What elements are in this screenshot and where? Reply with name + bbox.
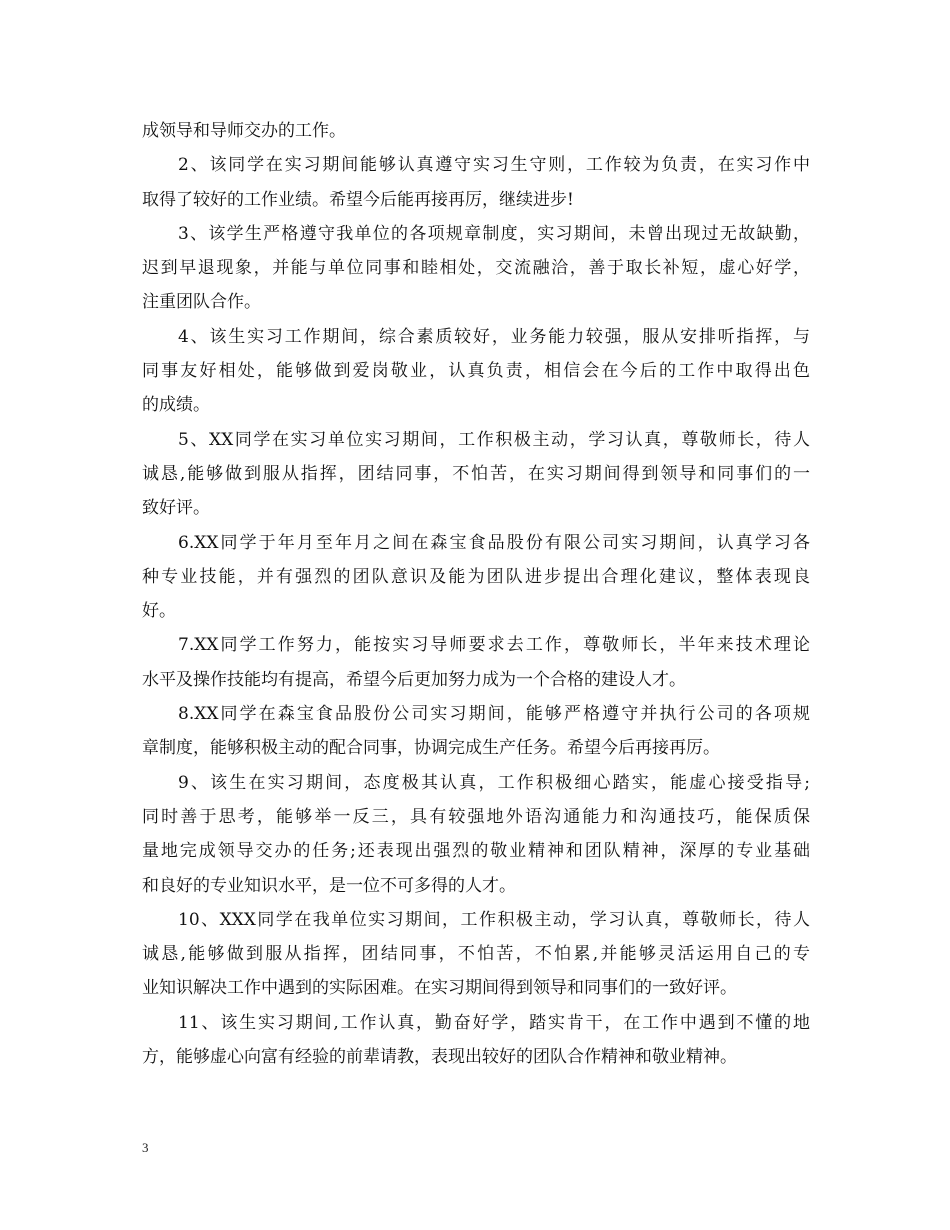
text-line: 7.XX同学工作努力，能按实习导师要求去工作，尊敬师长，半年来技术理论 (178, 635, 810, 656)
text-line: 8.XX同学在森宝食品股份公司实习期间，能够严格遵守并执行公司的各项规 (178, 704, 810, 725)
text-line: 的成绩。 (142, 395, 210, 416)
text-line: 种专业技能，并有强烈的团队意识及能为团队进步提出合理化建议，整体表现良 (142, 566, 810, 587)
text-line: 量地完成领导交办的任务;还表现出强烈的敬业精神和团队精神，深厚的专业基础 (142, 841, 810, 862)
text-line: 方，能够虚心向富有经验的前辈请教，表现出较好的团队合作精神和敬业精神。 (142, 1047, 737, 1068)
text-line: 4、该生实习工作期间，综合素质较好，业务能力较强，服从安排听指挥，与 (178, 326, 810, 347)
text-line: 迟到早退现象，并能与单位同事和睦相处，交流融洽，善于取长补短，虚心好学， (142, 258, 810, 279)
text-line: 6.XX同学于年月至年月之间在森宝食品股份有限公司实习期间，认真学习各 (178, 532, 810, 553)
text-line: 注重团队合作。 (142, 292, 261, 313)
text-line: 诚恳,能够做到服从指挥，团结同事，不怕苦，在实习期间得到领导和同事们的一 (142, 463, 810, 484)
text-line: 水平及操作技能均有提高，希望今后更加努力成为一个合格的建设人才。 (142, 669, 686, 690)
text-line: 致好评。 (142, 498, 210, 519)
text-line: 好。 (142, 601, 176, 622)
text-line: 章制度，能够积极主动的配合同事，协调完成生产任务。希望今后再接再厉。 (142, 738, 720, 759)
text-line: 成领导和导师交办的工作。 (142, 121, 346, 141)
text-line: 同事友好相处，能够做到爱岗敬业，认真负责，相信会在今后的工作中取得出色 (142, 361, 810, 382)
text-line: 10、XXX同学在我单位实习期间，工作积极主动，学习认真，尊敬师长，待人 (178, 909, 810, 930)
text-line: 11、该生实习期间,工作认真，勤奋好学，踏实肯干，在工作中遇到不懂的地 (178, 1012, 810, 1033)
text-line: 取得了较好的工作业绩。希望今后能再接再厉，继续进步! (142, 189, 574, 210)
text-line: 5、XX同学在实习单位实习期间，工作积极主动，学习认真，尊敬师长，待人 (178, 429, 810, 450)
text-line: 和良好的专业知识水平，是一位不可多得的人才。 (142, 875, 516, 896)
text-line: 同时善于思考，能够举一反三，具有较强地外语沟通能力和沟通技巧，能保质保 (142, 806, 810, 827)
text-line: 业知识解决工作中遇到的实际困难。在实习期间得到领导和同事们的一致好评。 (142, 978, 737, 999)
body-text (142, 114, 810, 1074)
text-line: 2、该同学在实习期间能够认真遵守实习生守则，工作较为负责，在实习作中 (178, 155, 810, 176)
text-line: 9、该生在实习期间，态度极其认真，工作积极细心踏实，能虚心接受指导; (178, 772, 810, 793)
text-line: 诚恳,能够做到服从指挥，团结同事，不怕苦，不怕累,并能够灵活运用自己的专 (142, 944, 810, 965)
text-line: 3、该学生严格遵守我单位的各项规章制度，实习期间，未曾出现过无故缺勤， (178, 223, 810, 244)
page-number: 3 (142, 1140, 149, 1155)
